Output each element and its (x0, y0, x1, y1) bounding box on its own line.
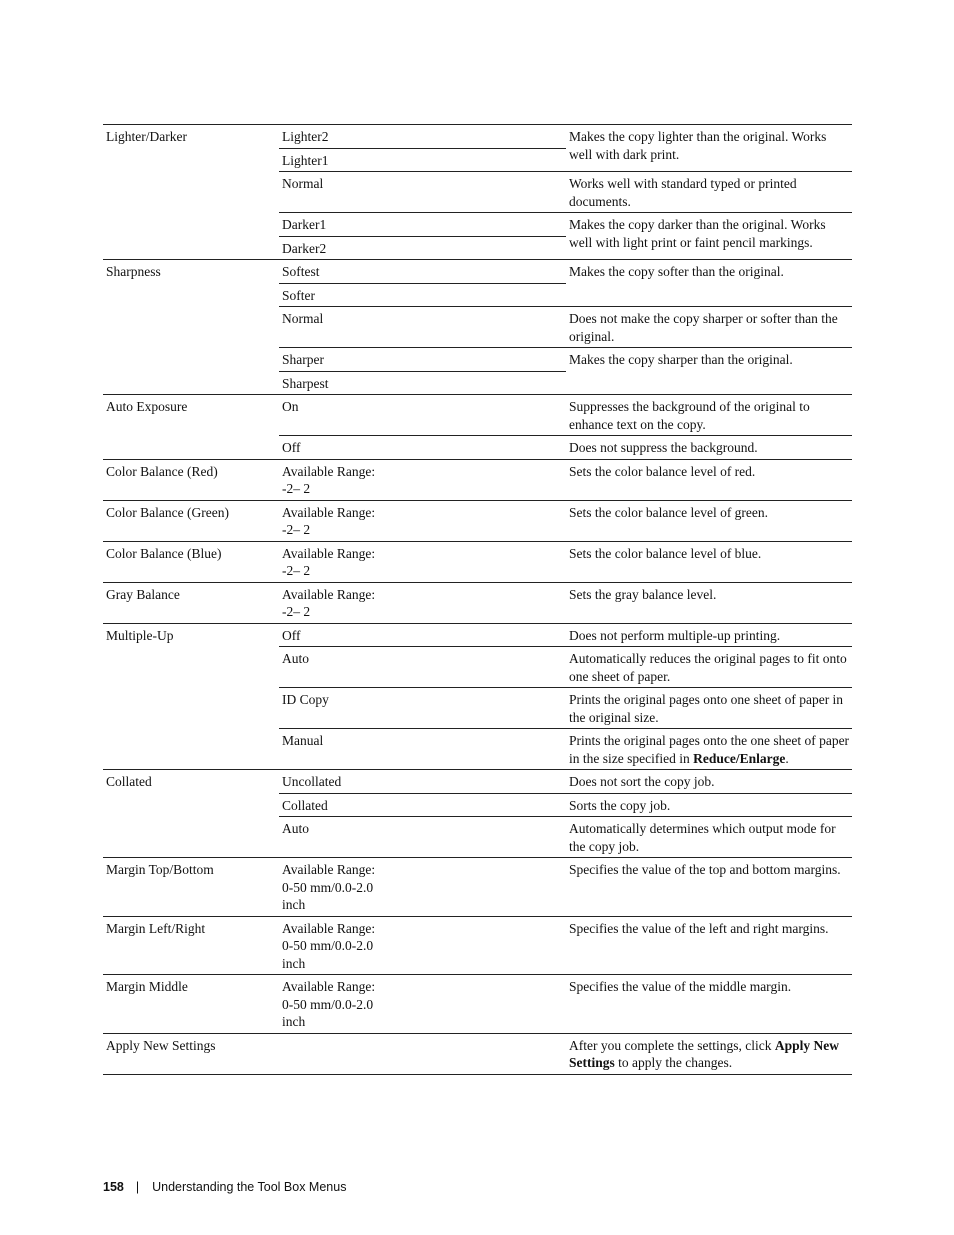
description-cell: Specifies the value of the middle margin. (566, 975, 852, 1034)
setting-sharpness: Sharpness (103, 260, 279, 395)
description-cell: Makes the copy lighter than the original. Works well with dark print. (566, 125, 852, 172)
table-row (103, 125, 852, 149)
description-cell: Prints the original pages onto one sheet of paper in the original size. (566, 688, 852, 729)
table-row (103, 858, 852, 917)
description-cell: Sets the color balance level of blue. (566, 541, 852, 582)
settings-table (103, 124, 852, 1075)
option-cell: Lighter2 (279, 125, 566, 149)
description-cell: Automatically determines which output mode for the copy job. (566, 817, 852, 858)
option-cell: Collated (279, 793, 566, 817)
option-cell: ID Copy (279, 688, 566, 729)
setting-gray-balance: Gray Balance (103, 582, 279, 623)
description-cell: Works well with standard typed or printed documents. (566, 172, 852, 213)
table-row (103, 582, 852, 623)
description-cell: Specifies the value of the top and bottom margins. (566, 858, 852, 917)
footer-separator: | (135, 1180, 140, 1194)
description-cell: Suppresses the background of the original to enhance text on the copy. (566, 395, 852, 436)
page-number: 158 (103, 1180, 124, 1194)
option-cell: Available Range: -2– 2 (279, 582, 566, 623)
option-cell: Manual (279, 729, 566, 770)
table-row (103, 623, 852, 647)
description-cell: Sets the color balance level of green. (566, 500, 852, 541)
option-cell: Darker2 (279, 236, 566, 260)
table-row (103, 459, 852, 500)
setting-color-balance-green: Color Balance (Green) (103, 500, 279, 541)
description-cell: Sorts the copy job. (566, 793, 852, 817)
setting-lighter-darker: Lighter/Darker (103, 125, 279, 260)
page-footer (103, 1180, 346, 1194)
setting-color-balance-blue: Color Balance (Blue) (103, 541, 279, 582)
option-cell: Available Range: 0-50 mm/0.0-2.0 inch (279, 858, 566, 917)
table-row (103, 395, 852, 436)
option-cell: Normal (279, 172, 566, 213)
option-cell: Available Range: 0-50 mm/0.0-2.0 inch (279, 975, 566, 1034)
table-row (103, 1033, 852, 1074)
description-cell: Makes the copy sharper than the original. (566, 348, 852, 395)
description-cell: Automatically reduces the original pages to fit onto one sheet of paper. (566, 647, 852, 688)
table-row (103, 770, 852, 794)
option-cell: Darker1 (279, 213, 566, 237)
description-cell: After you complete the settings, click Apply New Settings to apply the changes. (566, 1033, 852, 1074)
description-cell: Sets the gray balance level. (566, 582, 852, 623)
setting-auto-exposure: Auto Exposure (103, 395, 279, 460)
option-cell: Softest (279, 260, 566, 284)
description-cell: Makes the copy softer than the original. (566, 260, 852, 307)
option-cell: Sharper (279, 348, 566, 372)
description-cell: Specifies the value of the left and right margins. (566, 916, 852, 975)
section-title: Understanding the Tool Box Menus (152, 1180, 347, 1194)
setting-margin-left-right: Margin Left/Right (103, 916, 279, 975)
option-cell (279, 1033, 566, 1074)
description-cell: Sets the color balance level of red. (566, 459, 852, 500)
setting-margin-top-bottom: Margin Top/Bottom (103, 858, 279, 917)
description-cell: Makes the copy darker than the original. Works well with light print or faint pencil markings. (566, 213, 852, 260)
apply-new-settings-ref: Apply New Settings (569, 1037, 839, 1070)
table-row (103, 975, 852, 1034)
table-row (103, 916, 852, 975)
table-row (103, 500, 852, 541)
option-cell: Available Range: -2– 2 (279, 500, 566, 541)
option-cell: Softer (279, 283, 566, 307)
option-cell: Auto (279, 647, 566, 688)
description-cell: Does not perform multiple-up printing. (566, 623, 852, 647)
reduce-enlarge-ref: Reduce/Enlarge (693, 750, 786, 766)
option-cell: Normal (279, 307, 566, 348)
setting-color-balance-red: Color Balance (Red) (103, 459, 279, 500)
description-cell: Prints the original pages onto the one sheet of paper in the size specified in Reduce/Enlarge. (566, 729, 852, 770)
setting-collated: Collated (103, 770, 279, 858)
option-cell: Auto (279, 817, 566, 858)
option-cell: Lighter1 (279, 148, 566, 172)
option-cell: Available Range: -2– 2 (279, 541, 566, 582)
option-cell: Off (279, 436, 566, 460)
option-cell: Available Range: 0-50 mm/0.0-2.0 inch (279, 916, 566, 975)
setting-margin-middle: Margin Middle (103, 975, 279, 1034)
option-cell: Available Range: -2– 2 (279, 459, 566, 500)
setting-apply-new-settings: Apply New Settings (103, 1033, 279, 1074)
option-cell: Uncollated (279, 770, 566, 794)
description-cell: Does not sort the copy job. (566, 770, 852, 794)
option-cell: Sharpest (279, 371, 566, 395)
option-cell: Off (279, 623, 566, 647)
description-cell: Does not make the copy sharper or softer than the original. (566, 307, 852, 348)
setting-multiple-up: Multiple-Up (103, 623, 279, 770)
table-row (103, 260, 852, 284)
description-cell: Does not suppress the background. (566, 436, 852, 460)
table-row (103, 541, 852, 582)
option-cell: On (279, 395, 566, 436)
